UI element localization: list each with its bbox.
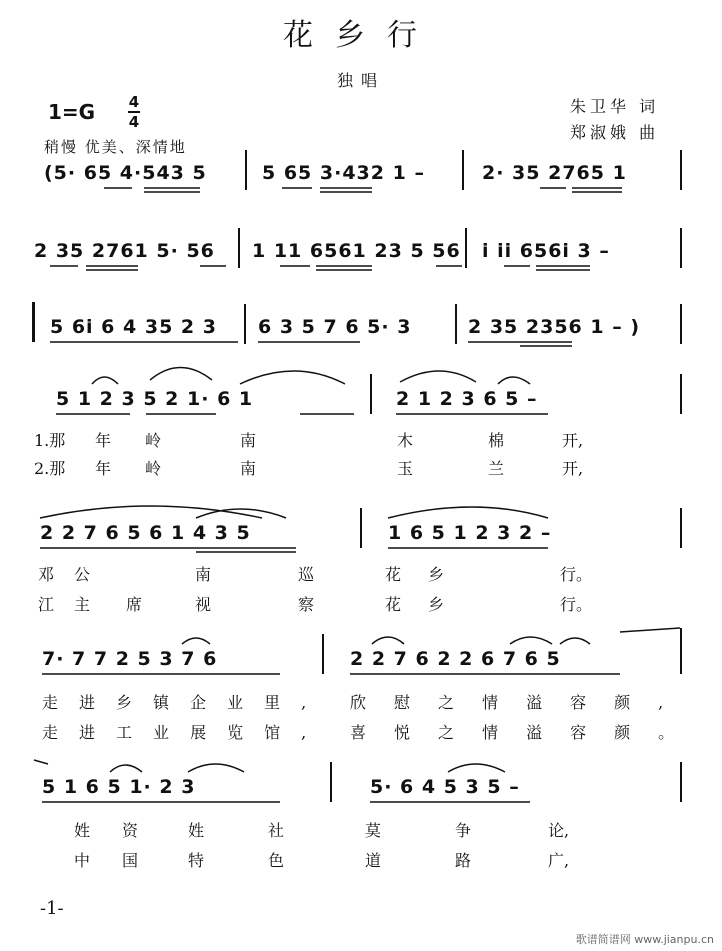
slur-arc [110,765,142,772]
lyric: 慰 [394,693,439,712]
lyric: 特 [188,851,205,870]
slur-arc [188,764,244,772]
lyric: 容 [570,693,615,712]
lyric: 玉 [397,459,414,478]
lyric: 花 [385,565,402,584]
lyric: 2.那 [34,459,66,478]
lyric: 喜 [350,723,395,742]
lyric: 企 [190,693,228,712]
notes-l7-m1: 5 1 6 5 1· 2 3 [42,776,196,798]
notes-l5-m1: 2 2 7 6 5 6 1 4 3 5 [40,522,251,544]
lyric: 业 [227,693,265,712]
lyric: 巡 [298,565,315,584]
lyric: 容 [570,723,615,742]
tie-line [620,628,680,632]
lyric: 兰 [488,459,505,478]
lyric: 花 [385,595,402,614]
notes-l6-m1: 7· 7 7 2 5 3 7 6 [42,648,218,670]
lyric: 色 [268,851,285,870]
lyric: 江 [38,595,55,614]
lyric: 开, [562,431,584,450]
lyric: 溢 [526,723,571,742]
notes-l2-m2: 1 11 6561 23 5 56 [252,240,461,262]
page-number: -1- [40,898,64,919]
lyric: 颜, [614,693,692,712]
notes-l1-m1: (5· 65 4·543 5 [44,162,207,184]
notes-l7-m2: 5· 6 4 5 3 5 – [370,776,520,798]
lyric: 进 [79,693,117,712]
lyric: 莫 [365,821,382,840]
lyric: 乡 [428,565,445,584]
lyric: 社 [268,821,285,840]
slur-arc [372,637,404,644]
lyric: 南 [195,565,212,584]
lyric: 馆, [264,723,328,742]
notes-l4-m1: 5 1 2 3 5 2 1· 6 1 [56,388,254,410]
lyric: 视 [195,595,212,614]
notes-l2-m1: 2 35 2761 5· 56 [34,240,215,262]
lyric: 争 [455,821,472,840]
lyric: 工 [116,723,154,742]
lyricist-credit: 朱卫华 词 [570,97,660,116]
notes-l6-m2: 2 2 7 6 2 2 6 7 6 5 [350,648,561,670]
lyric: 开, [562,459,584,478]
lyric: 木 [397,431,414,450]
notes-l4-m2: 2 1 2 3 6 5 – [396,388,538,410]
lyric: 道 [365,851,382,870]
lyric: 溢 [526,693,571,712]
lyric: 情 [482,723,527,742]
lyric: 之 [438,693,483,712]
lyric: 镇 [153,693,191,712]
lyric: 年 [95,431,112,450]
lyric: 走 [42,723,80,742]
slur-arc [560,638,590,644]
lyric: 行。 [560,595,593,614]
time-top: 4 [128,93,140,111]
slur-arc [510,637,552,644]
lyric: 情 [482,693,527,712]
lyric: 走 [42,693,80,712]
lyric: 论, [548,821,570,840]
notes-l3-m3: 2 35 2356 1 – ) [468,316,641,338]
lyric: 进 [79,723,117,742]
lyric: 资 [122,821,139,840]
lyric: 中 [74,851,91,870]
slur-arc [400,371,476,382]
lyric: 览 [227,723,265,742]
lyric: 察 [298,595,315,614]
lyric: 公 [74,565,91,584]
lyric: 年 [95,459,112,478]
lyric: 南 [240,459,257,478]
notes-l5-m2: 1 6 5 1 2 3 2 – [388,522,552,544]
lyric: 悦 [394,723,439,742]
lyric: 席 [126,595,143,614]
slur-arc [388,507,548,518]
slur-arc [92,377,118,384]
slur-arc [150,368,212,381]
lyric: 乡 [428,595,445,614]
notes-l1-m3: 2· 35 2765 1 [482,162,627,184]
lyric: 行。 [560,565,593,584]
lyric: 岭 [145,431,162,450]
lyric: 广, [548,851,570,870]
slur-arc [40,506,262,518]
slur-arc [448,764,505,772]
tempo-marking: 稍慢 优美、深情地 [44,138,187,156]
slur-arc [498,377,530,384]
lyric: 展 [190,723,228,742]
song-subtitle: 独唱 [336,71,385,90]
lyric: 1.那 [34,431,66,450]
lyric: 路 [455,851,472,870]
lyric: 棉 [488,431,505,450]
time-bottom: 4 [128,113,140,131]
notes-l2-m3: i ii 656i 3 – [482,240,610,262]
watermark: 歌谱简谱网 www.jianpu.cn [575,933,714,946]
lyric: 姓 [74,821,91,840]
key-signature: 1=G [48,100,96,124]
lyric: 欣 [350,693,395,712]
song-title: 花乡行 [283,18,439,53]
lyric: 南 [240,431,257,450]
lyric: 颜。 [614,723,703,742]
lyric: 国 [122,851,139,870]
lyric: 业 [153,723,191,742]
lyric: 主 [74,595,91,614]
notes-l3-m1: 5 6i 6 4 35 2 3 [50,316,217,338]
slur-arc [240,371,345,384]
notes-l1-m2: 5 65 3·432 1 – [262,162,425,184]
lyric: 邓 [38,565,55,584]
lyric: 岭 [145,459,162,478]
tie-line [34,760,48,764]
lyric: 乡 [116,693,154,712]
lyric: 之 [438,723,483,742]
slur-arc [182,638,210,644]
lyric: 姓 [188,821,205,840]
composer-credit: 郑淑娥 曲 [570,123,660,142]
notes-l3-m2: 6 3 5 7 6 5· 3 [258,316,412,338]
lyric: 里, [264,693,328,712]
